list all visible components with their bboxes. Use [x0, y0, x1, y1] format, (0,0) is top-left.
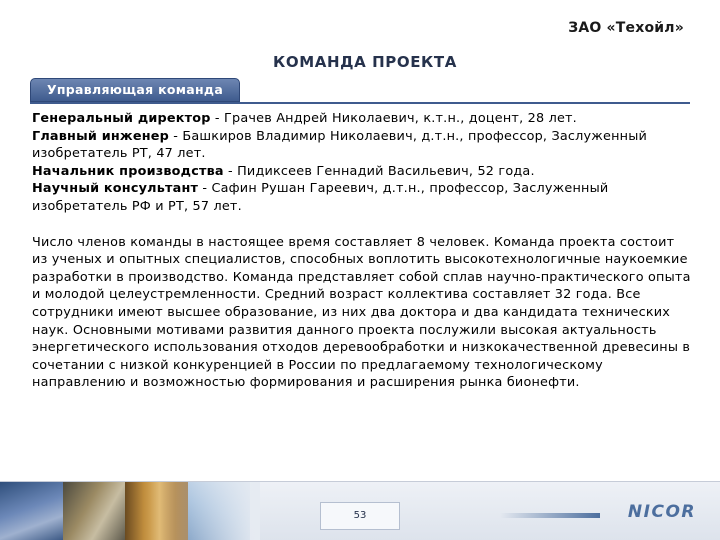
company-name: ЗАО «Техойл» — [568, 20, 684, 36]
member-entry — [32, 128, 692, 163]
logo-accent-bar — [500, 513, 600, 518]
member-details: - Башкиров Владимир Николаевич, д.т.н., профессор, Заслуженный изобретатель РТ, 47 лет. — [32, 128, 648, 162]
team-description: Число членов команды в настоящее время составляет 8 человек. Команда проекта состоит из ученых и опытных специалистов, способных воплотить высокотехнологичные наукоемкие разработки в производство. Команда представляет собой сплав научно-практического опыта и молодой целеустремленности. Средний возраст коллектива составляет 32 года. Все сотрудники имеют высшее образование, из них два доктора и два кандидата технических наук. Основными мотивами развития данного проекта послужили высокая актуальность энергетического использования отходов деревообработки и низкокачественной древесины в сочетании с низкой конкуренцией в России по предлагаемому технологическому направлению и возможностью формирования и расширения рынка бионефти. — [32, 234, 691, 391]
page-title: КОМАНДА ПРОЕКТА — [273, 53, 457, 71]
tab-management-team: Управляющая команда — [30, 78, 240, 102]
footer-photo — [0, 482, 63, 540]
member-role: Научный консультант — [32, 181, 199, 197]
member-details: - Сафин Рушан Гареевич, д.т.н., профессор, Заслуженный изобретатель РФ и РТ, 57 лет. — [32, 181, 609, 214]
footer-photo — [63, 482, 126, 540]
member-entry — [32, 110, 692, 128]
tab-divider — [30, 102, 690, 104]
company-logo: NICOR — [627, 502, 696, 522]
member-details: - Грачев Андрей Николаевич, к.т.н., доцент, 28 лет. — [210, 111, 577, 126]
member-entry — [32, 180, 692, 215]
member-details: - Пидиксеев Геннадий Васильевич, 52 года. — [223, 163, 535, 179]
member-entry — [32, 163, 692, 181]
member-role: Начальник производства — [32, 163, 224, 179]
member-role: Главный инженер — [32, 128, 169, 144]
content-body — [32, 110, 692, 392]
page-number: 53 — [320, 502, 400, 530]
footer-photo-fade — [150, 482, 260, 540]
footer-bar — [0, 481, 720, 540]
member-role: Генеральный директор — [32, 111, 211, 126]
